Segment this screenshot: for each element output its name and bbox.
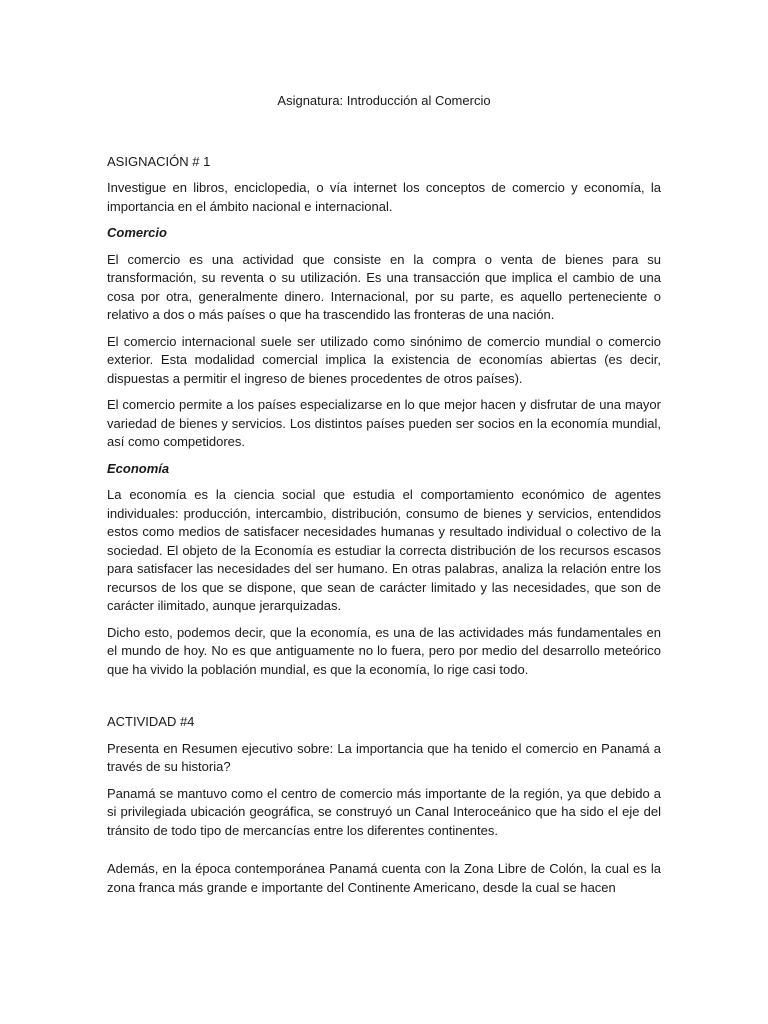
spacer [107,848,661,860]
spacer [107,687,661,713]
assignment-intro: Investigue en libros, enciclopedia, o vía internet los conceptos de comercio y economía, la importancia en el ámbito nacional e internacional. [107,180,661,214]
economia-paragraph: La economía es la ciencia social que estudia el comportamiento económico de agentes individuales: producción, intercambio, distribución, consumo de bienes y servicios, entendidos estos como medios de satisfacer necesidades humanas y resultado individual o colectivo de la sociedad. El objeto de la Economía es estudiar la correcta distribución de los recursos escasos para satisfacer las necesidades del ser humano. En otras palabras, analiza la relación entre los recursos de los que se dispone, que sean de carácter limitado y las necesidades, que son de carácter ilimitado, aunque jerarquizadas. [107,487,661,613]
comercio-paragraph: El comercio internacional suele ser utilizado como sinónimo de comercio mundial o comercio exterior. Esta modalidad comercial implica la existencia de economías abiertas (es decir, dispuestas a permitir el ingreso de bienes procedentes de otros países). [107,333,661,386]
assignment-label: ASIGNACIÓN # 1 [107,153,211,169]
economia-paragraph: Dicho esto, podemos decir, que la economía, es una de las actividades más fundamentales en el mundo de hoy. No es que antiguamente no lo fuera, pero por medio del desarrollo meteórico que ha vivido la población mundial, es que la economía, lo rige casi todo. [107,624,661,677]
activity-paragraph: Panamá se mantuvo como el centro de comercio más importante de la región, ya que debido a si privilegiada ubicación geográfica, se construyó un Canal Interoceánico que ha sido el eje del tránsito de todo tipo de mercancías entre los diferentes continentes. [107,785,661,838]
activity-label: ACTIVIDAD #4 [107,714,195,729]
activity-prompt: Presenta en Resumen ejecutivo sobre: La importancia que ha tenido el comercio en Panamá a través de su historia? [107,740,661,774]
section-heading-comercio: Comercio [107,225,167,240]
document-title: Asignatura: Introducción al Comercio [277,93,491,108]
activity-paragraph: Además, en la época contemporánea Panamá cuenta con la Zona Libre de Colón, la cual es la zona franca más grande e importante del Continente Americano, desde la cual se hacen [107,861,661,895]
comercio-paragraph: El comercio es una actividad que consiste en la compra o venta de bienes para su transformación, su reventa o su utilización. Es una transacción que implica el cambio de una cosa por otra, generalmente dinero. Internacional, por su parte, es aquello perteneciente o relativo a dos o más países o que ha trascendido las fronteras de una nación. [107,251,661,322]
section-heading-economia: Economía [107,460,170,476]
comercio-paragraph: El comercio permite a los países especializarse en lo que mejor hacen y disfrutar de una mayor variedad de bienes y servicios. Los distintos países pueden ser socios en la economía mundial, así como competidores. [107,397,661,449]
